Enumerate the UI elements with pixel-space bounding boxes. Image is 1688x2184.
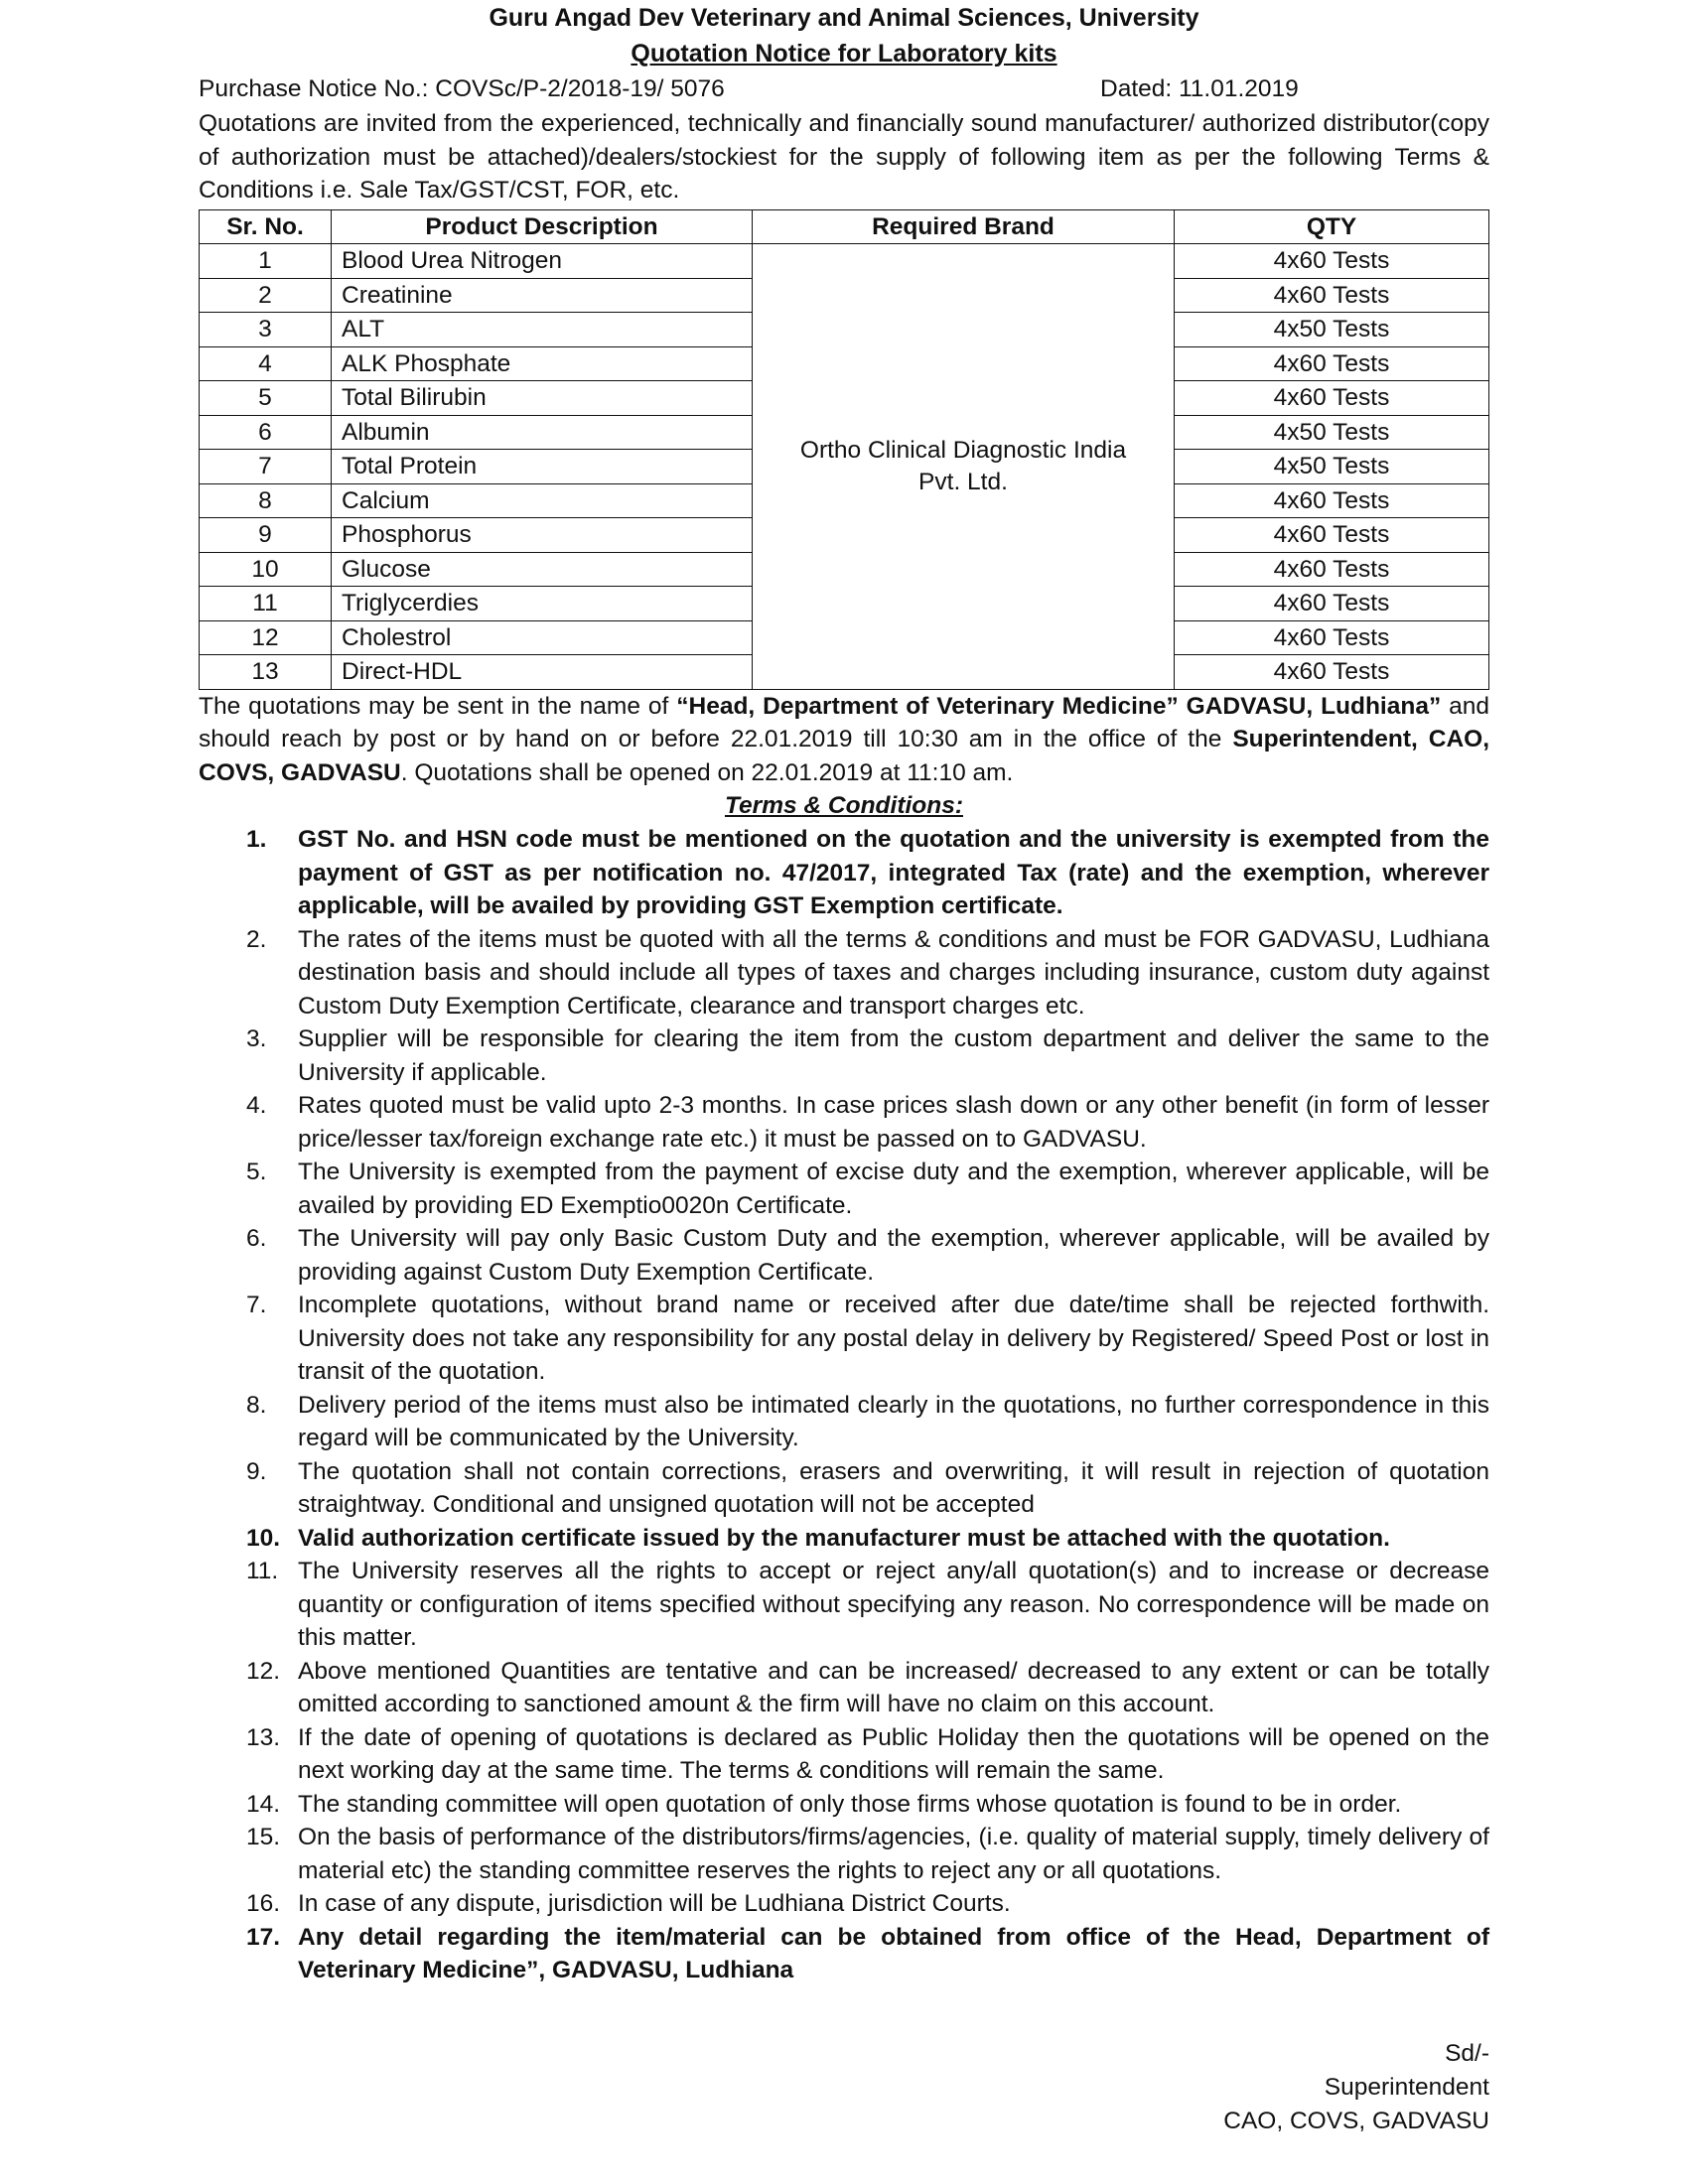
header-required-brand: Required Brand xyxy=(753,209,1175,244)
document xyxy=(199,0,1489,1987)
term-text: Supplier will be responsible for clearing the item from the custom department and deliver the same to the University if applicable. xyxy=(298,1025,1489,1086)
cell-sr-no: 13 xyxy=(200,655,332,690)
terms-heading: Terms & Conditions: xyxy=(724,792,963,819)
cell-sr-no: 12 xyxy=(200,620,332,655)
term-text: Above mentioned Quantities are tentative and can be increased/ decreased to any extent or can be totally omitted according to sanctioned amount & the firm will have no claim on this account. xyxy=(298,1657,1489,1717)
submission-text-2: and should reach by post or by hand on or before 22.01.2019 till 10:30 am in the office of the xyxy=(199,692,1490,752)
term-item xyxy=(199,1887,1489,1921)
term-number: 8. xyxy=(246,1391,267,1419)
submission-text-1: The quotations may be sent in the name of xyxy=(199,692,677,720)
term-text: The rates of the items must be quoted with all the terms & conditions and must be FOR GADVASU, Ludhiana destination basis and should include all types of taxes and charges including insurance, custom duty against Custom Duty Exemption Certificate, clearance and transport charges etc. xyxy=(298,925,1489,1020)
signature-sd: Sd/- xyxy=(1445,2040,1489,2067)
term-number: 5. xyxy=(246,1159,267,1185)
term-item xyxy=(199,923,1489,1024)
cell-product-description: Triglycerdies xyxy=(332,587,753,621)
purchase-notice-line xyxy=(199,71,1489,107)
table-header-row xyxy=(200,209,1489,244)
term-item xyxy=(199,1156,1489,1222)
cell-product-description: Cholestrol xyxy=(332,620,753,655)
cell-product-description: Total Protein xyxy=(332,450,753,484)
signature-office: CAO, COVS, GADVASU xyxy=(1223,2108,1489,2134)
term-number: 12. xyxy=(246,1657,281,1685)
term-number: 17. xyxy=(246,1923,281,1951)
cell-sr-no: 10 xyxy=(200,552,332,587)
items-table xyxy=(199,209,1489,690)
cell-qty: 4x60 Tests xyxy=(1175,483,1489,518)
term-item xyxy=(199,1023,1489,1089)
term-text: The quotation shall not contain corrections, erasers and overwriting, it will result in rejection of quotation straightway. Conditional and unsigned quotation will not be accepted xyxy=(298,1457,1489,1518)
term-text: Rates quoted must be valid upto 2-3 months. In case prices slash down or any other benefit (in form of lesser price/lesser tax/foreign exchange rate etc.) it must be passed on to GADVASU. xyxy=(298,1092,1489,1153)
term-text: On the basis of performance of the distributors/firms/agencies, (i.e. quality of material supply, timely delivery of material etc) the standing committee reserves the rights to reject any or all quotations. xyxy=(298,1824,1489,1884)
cell-sr-no: 6 xyxy=(200,415,332,450)
cell-product-description: Direct-HDL xyxy=(332,655,753,690)
cell-sr-no: 4 xyxy=(200,346,332,381)
cell-product-description: Total Bilirubin xyxy=(332,381,753,416)
term-number: 4. xyxy=(246,1092,267,1119)
university-name: Guru Angad Dev Veterinary and Animal Sciences, University xyxy=(489,4,1199,32)
term-number: 10. xyxy=(246,1524,281,1552)
cell-qty: 4x60 Tests xyxy=(1175,278,1489,313)
term-number: 2. xyxy=(246,925,267,953)
terms-list xyxy=(199,823,1489,1987)
term-item xyxy=(199,1721,1489,1788)
cell-qty: 4x60 Tests xyxy=(1175,346,1489,381)
term-text: Valid authorization certificate issued by the manufacturer must be attached with the quotation. xyxy=(298,1524,1390,1552)
submission-paragraph xyxy=(199,690,1489,790)
term-item xyxy=(199,1921,1489,1987)
intro-paragraph: Quotations are invited from the experienced, technically and financially sound manufacturer/ authorized distributor(copy of authorization must be attached)/dealers/stockiest for the supply of following item as per the following Terms & Conditions i.e. Sale Tax/GST/CST, FOR, etc. xyxy=(199,110,1489,204)
term-number: 13. xyxy=(246,1723,281,1751)
cell-sr-no: 3 xyxy=(200,313,332,347)
term-text: If the date of opening of quotations is declared as Public Holiday then the quotations will be opened on the next working day at the same time. The terms & conditions will remain the same. xyxy=(298,1723,1489,1784)
submission-addressee: “Head, Department of Veterinary Medicine” GADVASU, Ludhiana” xyxy=(676,692,1442,720)
term-number: 1. xyxy=(246,826,267,853)
term-number: 15. xyxy=(246,1824,281,1850)
term-text: The University reserves all the rights to accept or reject any/all quotation(s) and to increase or decrease quantity or configuration of items specified without specifying any reason. No correspondence will be made on this matter. xyxy=(298,1558,1489,1651)
term-text: Incomplete quotations, without brand name or received after due date/time shall be rejected forthwith. University does not take any responsibility for any postal delay in delivery by Registered/ Speed Post or lost in transit of the quotation. xyxy=(298,1292,1489,1385)
cell-sr-no: 2 xyxy=(200,278,332,313)
cell-qty: 4x60 Tests xyxy=(1175,620,1489,655)
term-number: 3. xyxy=(246,1025,267,1052)
cell-product-description: Creatinine xyxy=(332,278,753,313)
term-text: GST No. and HSN code must be mentioned on the quotation and the university is exempted from the payment of GST as per notification no. 47/2017, integrated Tax (rate) and the exemption, wherever applicable, will be availed by providing GST Exemption certificate. xyxy=(298,826,1489,919)
items-table-body xyxy=(200,244,1489,690)
term-item xyxy=(199,1222,1489,1289)
signature-block xyxy=(1223,2037,1489,2138)
cell-qty: 4x60 Tests xyxy=(1175,655,1489,690)
term-number: 6. xyxy=(246,1225,267,1252)
cell-sr-no: 8 xyxy=(200,483,332,518)
term-text: Delivery period of the items must also be intimated clearly in the quotations, no further correspondence in this regard will be communicated by the University. xyxy=(298,1391,1489,1451)
cell-product-description: Glucose xyxy=(332,552,753,587)
header-sr-no: Sr. No. xyxy=(200,209,332,244)
cell-product-description: Phosphorus xyxy=(332,518,753,553)
cell-qty: 4x60 Tests xyxy=(1175,381,1489,416)
purchase-notice-number: Purchase Notice No.: COVSc/P-2/2018-19/ 5076 xyxy=(199,75,725,102)
term-number: 9. xyxy=(246,1457,267,1485)
notice-date: Dated: 11.01.2019 xyxy=(1100,75,1299,102)
signature-designation: Superintendent xyxy=(1324,2074,1489,2101)
cell-product-description: ALK Phosphate xyxy=(332,346,753,381)
term-item xyxy=(199,1389,1489,1455)
cell-sr-no: 7 xyxy=(200,450,332,484)
term-item xyxy=(199,1522,1489,1556)
term-item xyxy=(199,1821,1489,1887)
cell-qty: 4x60 Tests xyxy=(1175,587,1489,621)
notice-title: Quotation Notice for Laboratory kits xyxy=(631,40,1057,68)
cell-product-description: Calcium xyxy=(332,483,753,518)
cell-sr-no: 9 xyxy=(200,518,332,553)
cell-qty: 4x50 Tests xyxy=(1175,415,1489,450)
cell-qty: 4x60 Tests xyxy=(1175,244,1489,279)
cell-qty: 4x60 Tests xyxy=(1175,552,1489,587)
term-item xyxy=(199,1655,1489,1721)
table-row xyxy=(200,244,1489,279)
term-text: The University will pay only Basic Custom Duty and the exemption, wherever applicable, will be availed by providing against Custom Duty Exemption Certificate. xyxy=(298,1225,1489,1286)
term-number: 16. xyxy=(246,1890,281,1917)
term-text: In case of any dispute, jurisdiction will be Ludhiana District Courts. xyxy=(298,1890,1011,1917)
header-qty: QTY xyxy=(1175,209,1489,244)
cell-sr-no: 1 xyxy=(200,244,332,279)
cell-product-description: ALT xyxy=(332,313,753,347)
cell-product-description: Albumin xyxy=(332,415,753,450)
cell-qty: 4x50 Tests xyxy=(1175,450,1489,484)
cell-sr-no: 11 xyxy=(200,587,332,621)
term-text: Any detail regarding the item/material can be obtained from office of the Head, Department of Veterinary Medicine”, GADVASU, Ludhiana xyxy=(298,1923,1489,1983)
cell-qty: 4x60 Tests xyxy=(1175,518,1489,553)
term-number: 11. xyxy=(246,1558,279,1584)
term-item xyxy=(199,1788,1489,1822)
term-text: The standing committee will open quotation of only those firms whose quotation is found to be in order. xyxy=(298,1790,1402,1818)
term-text: The University is exempted from the payment of excise duty and the exemption, wherever applicable, will be availed by providing ED Exemptio0020n Certificate. xyxy=(298,1159,1489,1219)
cell-required-brand: Ortho Clinical Diagnostic India Pvt. Ltd. xyxy=(753,244,1175,690)
term-item xyxy=(199,1455,1489,1522)
term-number: 7. xyxy=(246,1292,267,1318)
cell-product-description: Blood Urea Nitrogen xyxy=(332,244,753,279)
term-item xyxy=(199,823,1489,923)
term-number: 14. xyxy=(246,1790,281,1818)
cell-qty: 4x50 Tests xyxy=(1175,313,1489,347)
header-product-description: Product Description xyxy=(332,209,753,244)
submission-office: Superintendent, CAO, COVS, GADVASU xyxy=(199,726,1489,786)
term-item xyxy=(199,1555,1489,1655)
cell-sr-no: 5 xyxy=(200,381,332,416)
term-item xyxy=(199,1089,1489,1156)
term-item xyxy=(199,1289,1489,1389)
submission-text-3: . Quotations shall be opened on 22.01.2019 at 11:10 am. xyxy=(400,758,1014,786)
